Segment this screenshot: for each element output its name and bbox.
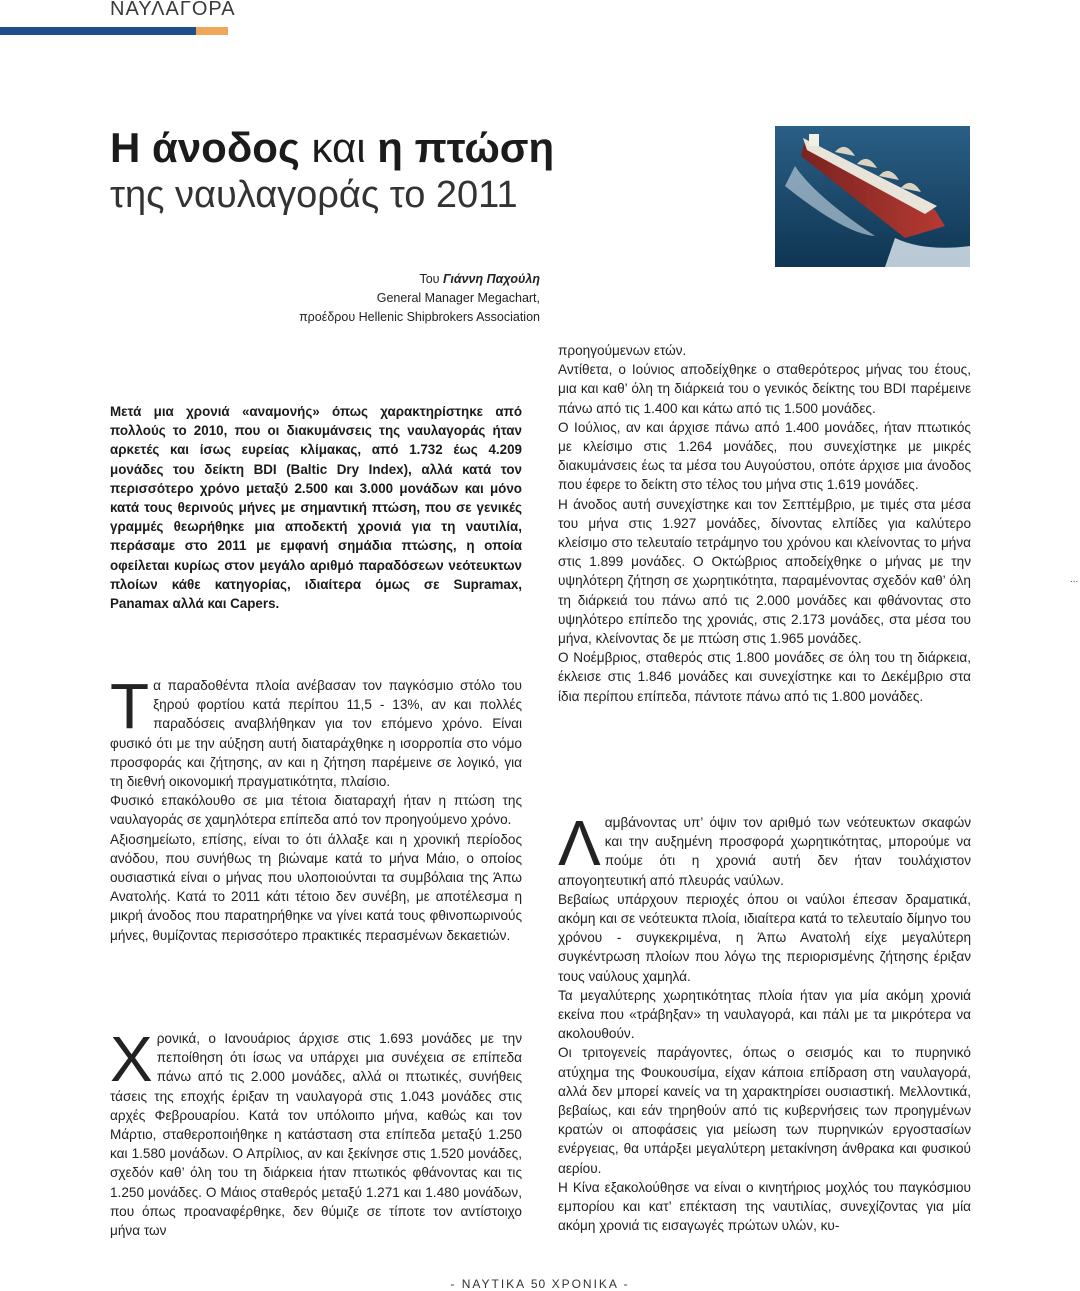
headline-part1: Η άνοδος: [110, 124, 300, 171]
page-number: 50: [530, 1277, 547, 1291]
byline: [250, 270, 540, 327]
body-paragraph: Η Κίνα εξακολούθησε να είναι ο κινητήριος μοχλός του παγκόσμιου εμπορίου και κατ’ επέκταση της ναυτιλίας, συνεχίζοντας για μία ακόμη χρονιά τις εισαγωγές πρώτων υλών, κυ-: [558, 1179, 971, 1234]
byline-author: Γιάννη Παχούλη: [442, 272, 540, 286]
article-headline: [110, 124, 750, 218]
body-paragraph: Φυσικό επακόλουθο σε μια τέτοια διαταραχή ήταν η πτώση της ναυλαγοράς σε χαμηλότερα επίπεδα από τον προηγούμενο χρόνο.: [110, 793, 522, 828]
body-paragraph: ρονικά, ο Ιανουάριος άρχισε στις 1.693 μονάδες με την πεποίθηση ότι ίσως να υπάρχει μια συνέχεια σε επίπεδα πάνω από τις 2.000 μονάδες, αλλά οι πτωτικές, συνήθεις τάσεις της εποχής έριξαν τη ναυλαγορά στις 1.043 μονάδες στις αρχές Φεβρουαρίου. Κατά τον υπόλοιπο μήνα, καθώς και τον Μάρτιο, σταθεροποιήθηκε η κατάσταση στα επίπεδα μεταξύ 1.250 και 1.580 μονάδων. Ο Απρίλιος, αν και ξεκίνησε στις 1.520 μονάδες, σχεδόν καθ’ όλη του τη διάρκεια ήταν πτωτικός φθάνοντας και τις 1.250 μονάδες. Ο Μάιος σταθερός μεταξύ 1.271 και 1.480 μονάδων, που όπως προαναφέρθηκε, δεν θύμιζε σε τίποτε τον αντίστοιχο μήνα των: [110, 1031, 522, 1239]
drop-cap: Χ: [110, 1023, 153, 1095]
right-column-2: [558, 807, 971, 1235]
body-paragraph: Η άνοδος αυτή συνεχίστηκε και τον Σεπτέμβριο, με τιμές στα μέσα του μήνα στις 1.927 μονάδες, δίνοντας ελπίδες για καλύτερο κλείσιμο στο τελευταίο τετράμηνο του χρόνου και κλείνοντας το μήνα στις 1.899 μονάδες. Ο Οκτώβριος αποδείχθηκε ο μήνας με την υψηλότερη ζήτηση σε χωρητικότητα, παραμένοντας σχεδόν καθ’ όλη τη διάρκειά του πάνω από τις 2.000 μονάδες και φθάνοντας στο υψηλότερο επίπεδο της χρονιάς, στις 2.173 μονάδες, στα μέσα του μήνα, κλείνοντας δε με πτώση στις 1.965 μονάδες.: [558, 496, 971, 647]
lead-paragraph: Μετά μια χρονιά «αναμονής» όπως χαρακτηρίστηκε από πολλούς το 2010, που οι διακυμάνσεις της ναυλαγοράς ήταν αρκετές και ίσως ευρείας κλίμακας, από 1.732 έως 4.209 μονάδες του δείκτη BDI (Baltic Dry Index), αλλά κατά τον περισσότερο χρόνο μεταξύ 2.500 και 3.000 μονάδων και μόνο κατά τους θερινούς μήνες με σημαντική πτώση, που σε γενικές γραμμές θεωρήθηκε μια αποδεκτή χρονιά για τη ναυτιλία, περάσαμε στο 2011 με εμφανή σημάδια πτώσης, η οποία οφείλεται κυρίως στον μεγάλο αριθμό παραδόσεων νεότευκτων πλοίων κάθε κατηγορίας, ιδιαίτερα όμως σε Supramax, Panamax αλλά και Capers.: [110, 404, 522, 612]
body-paragraph: Βεβαίως υπάρχουν περιοχές όπου οι ναύλοι έπεσαν δραματικά, ακόμη και σε νεότευκτα πλοία, ιδιαίτερα κατά το τελευταίο δίμηνο του χρόνου - συγκεκριμένα, η Άπω Ανατολή είχε μεγαλύτερη συγκέντρωση πλοίων που λόγω της περιορισμένης ζήτησης έριξαν τους ναύλους χαμηλά.: [558, 891, 971, 984]
margin-mark: ...: [1070, 574, 1079, 585]
body-paragraph: α παραδοθέντα πλοία ανέβασαν τον παγκόσμιο στόλο του ξηρού φορτίου κατά περίπου 11,5 - 13%, αν και πολλές παραδόσεις αναβλήθηκαν για τον επόμενο χρόνο. Είναι φυσικό ότι με την αύξηση αυτή διαταράχθηκε η ισορροπία στο νόμο προσφοράς και ζήτησης, αν και η ζήτηση παρέμεινε σε λογικό, για τη διεθνή οικονομική πραγματικότητα, πλαίσιο.: [110, 678, 522, 790]
footer-right: ΧΡΟΝΙΚΑ -: [551, 1277, 630, 1291]
body-paragraph: Ο Νοέμβριος, σταθερός στις 1.800 μονάδες σε όλη του τη διάρκεια, έκλεισε στις 1.846 μονάδες και συνεχίστηκε και το Δεκέμβριο στα ίδια περίπου επίπεδα, πάντοτε πάνω από τις 1.800 μονάδες.: [558, 650, 971, 704]
left-column-2: [110, 1023, 522, 1240]
byline-role1: General Manager Megachart,: [376, 291, 540, 305]
drop-cap: Τ: [110, 670, 150, 742]
byline-role2: προέδρου Hellenic Shipbrokers Association: [299, 310, 540, 324]
body-paragraph: Ο Ιούλιος, αν και άρχισε πάνω από 1.400 μονάδες, ήταν πτωτικός με κλείσιμο στις 1.264 μονάδες, που συνεχίστηκε με μικρές διακυμάνσεις έως τα μέσα του Αυγούστου, οπότε άρχισε μια άνοδος που έφερε το δείκτη στο τέλος του μήνα στις 1.619 μονάδες.: [558, 419, 971, 493]
footer-left: - ΝΑΥΤΙΚΑ: [450, 1277, 526, 1291]
page-footer: [0, 1277, 1080, 1291]
body-paragraph: προηγούμενων ετών.: [558, 343, 687, 358]
ship-photo: [775, 126, 970, 267]
right-column-1: [558, 341, 971, 706]
headline-part3: η πτώση: [377, 124, 555, 171]
section-label: ΝΑΥΛΑΓΟΡΑ: [110, 0, 236, 20]
byline-prefix: Του: [419, 272, 440, 286]
body-paragraph: Αντίθετα, ο Ιούνιος αποδείχθηκε ο σταθερότερος μήνας του έτους, μια και καθ’ όλη τη διάρκειά του ο γενικός δείκτης του BDI παρέμεινε πάνω από τις 1.400 και κάτω από τις 1.500 μονάδες.: [558, 362, 971, 416]
headline-line2: της ναυλαγοράς το 2011: [110, 174, 518, 216]
left-column-1: [110, 670, 522, 945]
headline-part2: και: [311, 124, 366, 171]
body-paragraph: Τα μεγαλύτερης χωρητικότητας πλοία ήταν για μία ακόμη χρονιά εκείνα που «τράβηξαν» τη ναυλαγορά, και πάλι με τα μικρότερα να ακολουθούν.: [558, 987, 971, 1042]
body-paragraph: Αξιοσημείωτο, επίσης, είναι το ότι άλλαξε και η χρονική περίοδος ανόδου, που συνήθως τη βιώναμε κατά το μήνα Μάιο, ο οποίος ουσιαστικά είναι ο μήνας που υλοποιούνται τα συμβόλαια της Άπω Ανατολής. Κατά το 2011 κάτι τέτοιο δεν συνέβη, με αποτέλεσμα η μικρή άνοδος που παρατηρήθηκε να γίνει κατά τους φθινοπωρινούς μήνες, θυμίζοντας περισσότερο πρακτικές περασμένων δεκαετιών.: [110, 831, 522, 943]
header-bar-blue: [0, 27, 196, 35]
body-paragraph: αμβάνοντας υπ’ όψιν τον αριθμό των νεότευκτων σκαφών και την αυξημένη προσφορά χωρητικότητας, μπορούμε να πούμε ότι η χρονιά αυτή δεν ήταν τουλάχιστον απογοητευτική από πλευράς ναύλων.: [558, 815, 971, 888]
drop-cap: Λ: [558, 807, 601, 879]
header-bar-orange: [196, 27, 228, 35]
body-paragraph: Οι τριτογενείς παράγοντες, όπως ο σεισμός και το πυρηνικό ατύχημα της Φουκουσίμα, είχαν κάποια επίδραση στη ναυλαγορά, αλλά δεν μπορεί κανείς να τη χαρακτηρίσει ουσιαστική. Μελλοντικά, βεβαίως, και εάν τηρηθούν από τις κυβερνήσεις των προηγμένων κρατών οι αποφάσεις για μείωση των πυρηνικών εργοστασίων ενέργειας, θα υπάρξει μεγαλύτερη μετακίνηση άνθρακα και φυσικού αερίου.: [558, 1045, 971, 1176]
